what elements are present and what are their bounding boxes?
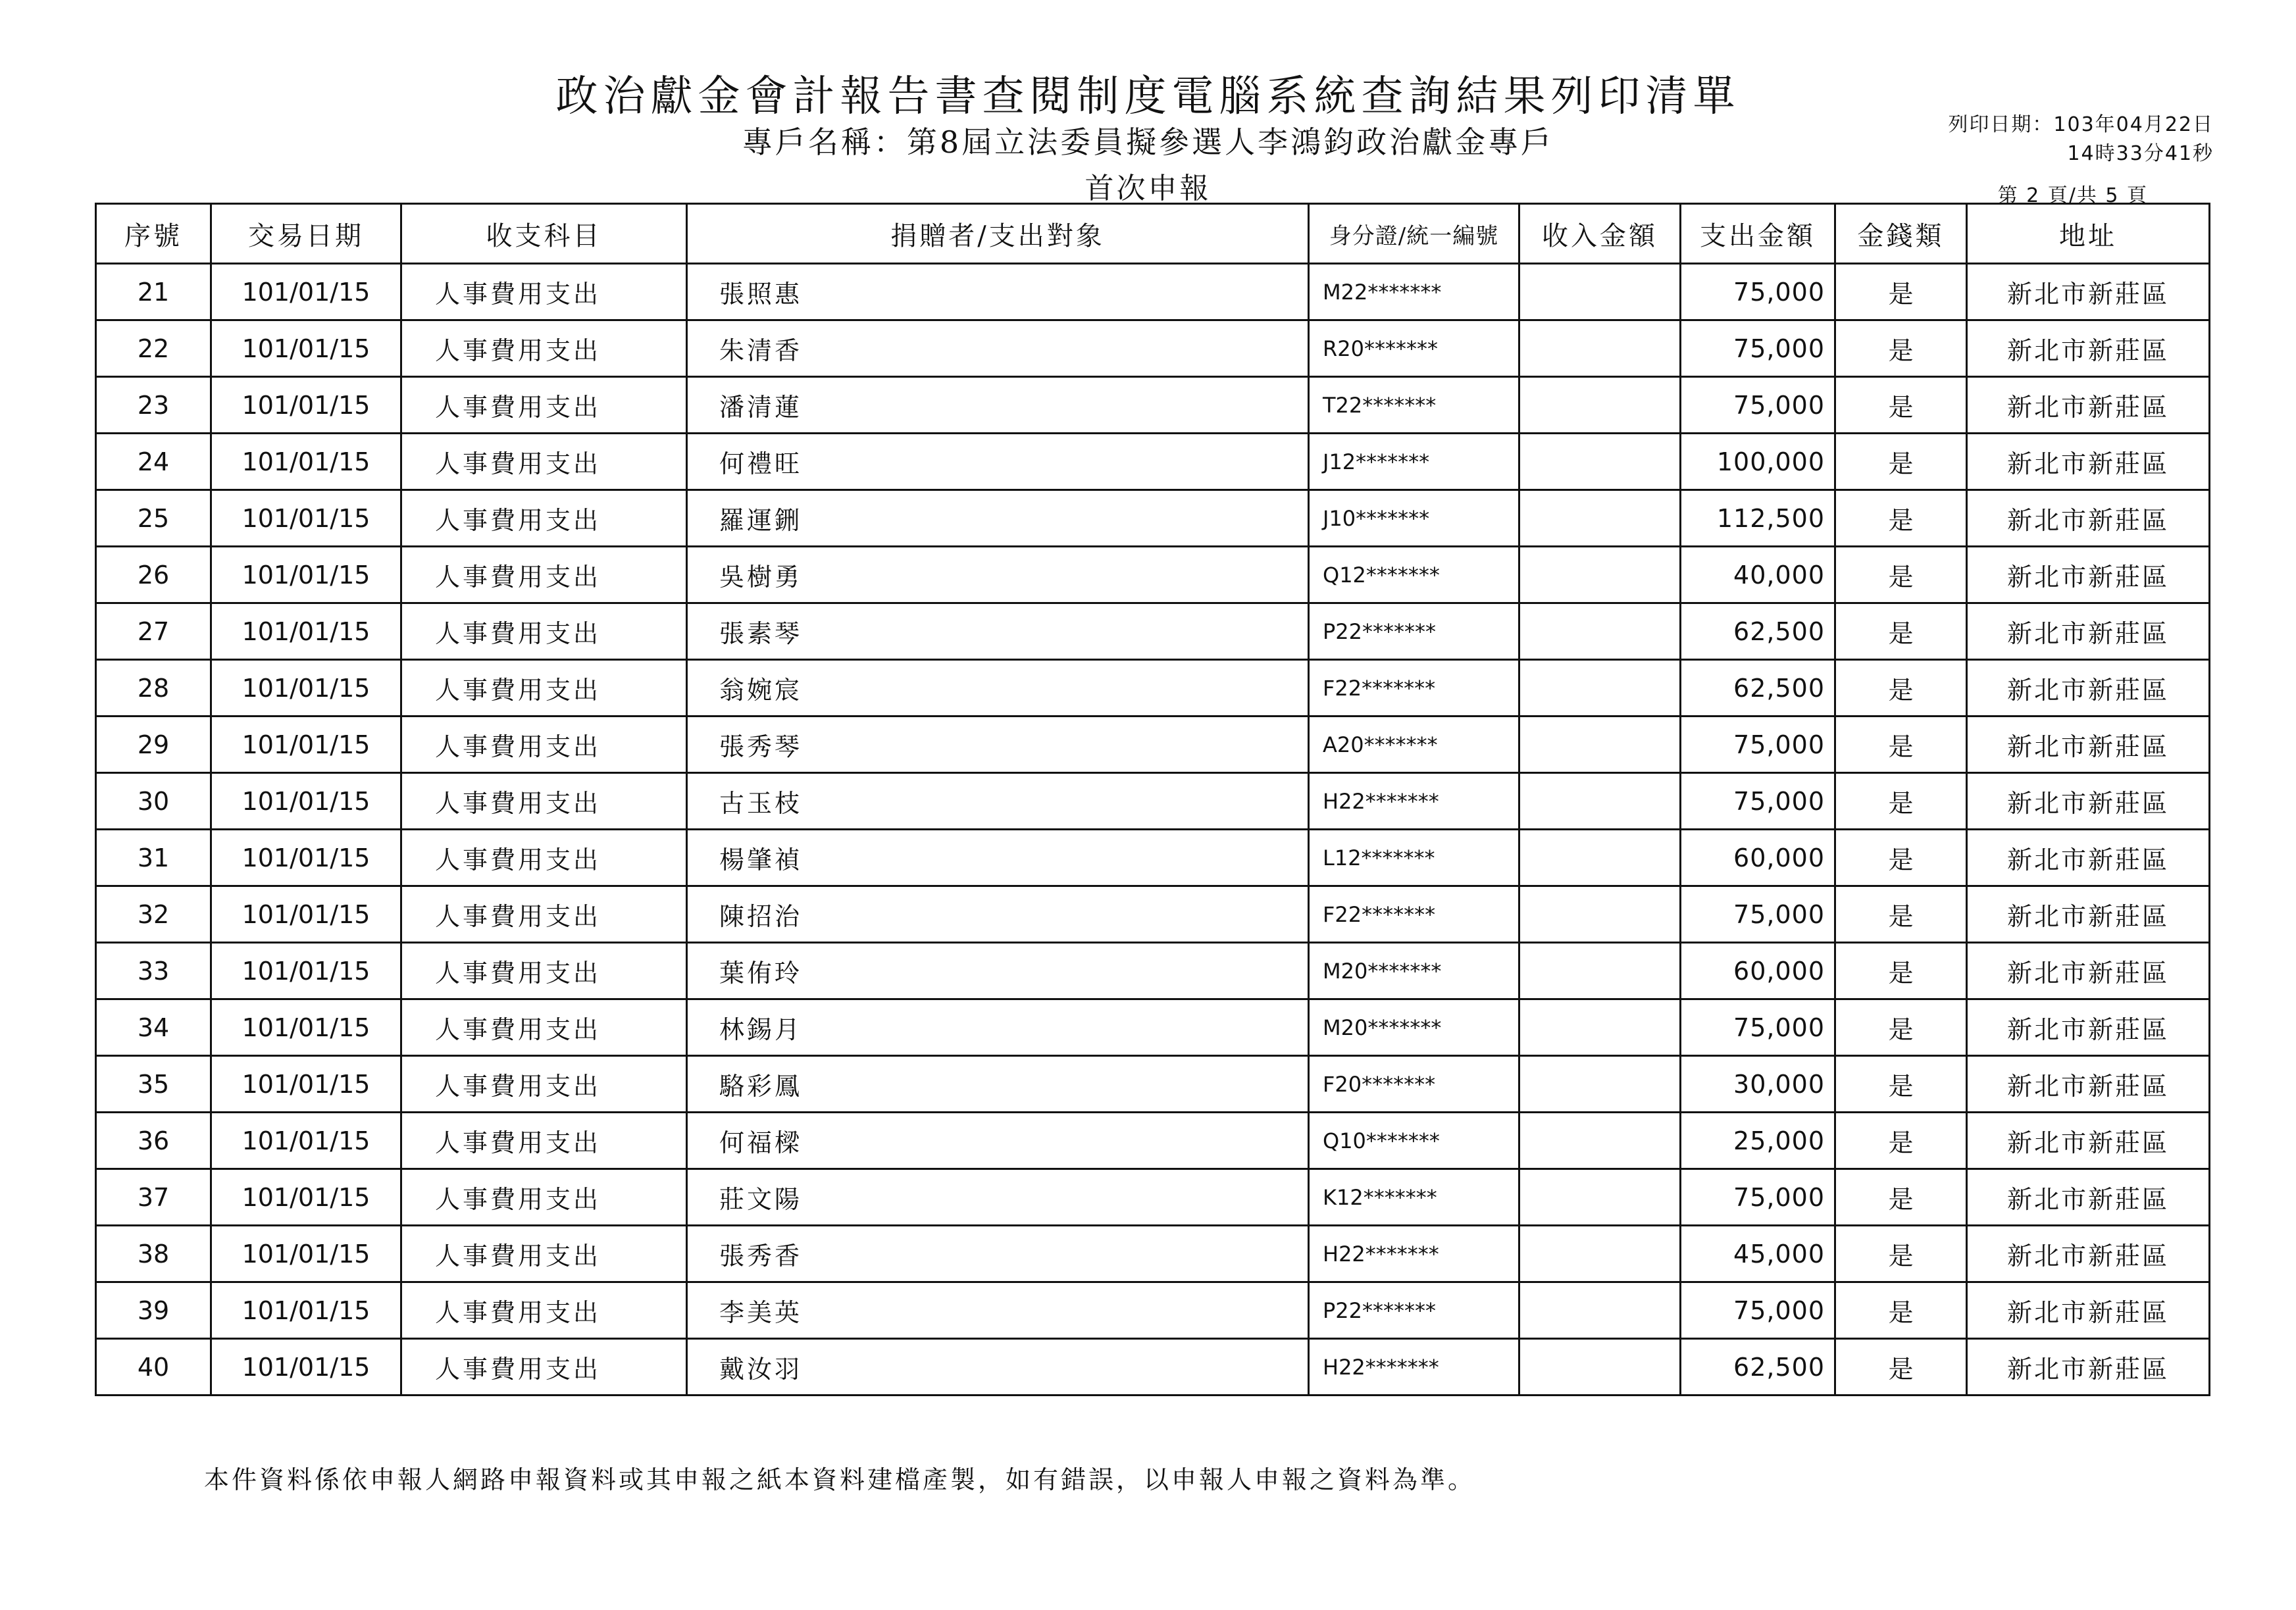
cell-money-type: 是: [1835, 717, 1967, 773]
cell-money-type: 是: [1835, 603, 1967, 660]
cell-expense: 60,000: [1681, 830, 1835, 886]
cell-category: 人事費用支出: [401, 886, 687, 943]
col-header-seq: 序號: [96, 204, 211, 264]
table-row: [96, 377, 2210, 434]
cell-money-type: 是: [1835, 1339, 1967, 1396]
cell-expense: 100,000: [1681, 434, 1835, 490]
cell-seq: 21: [96, 264, 211, 320]
cell-income: [1519, 1056, 1681, 1113]
cell-address: 新北市新莊區: [1967, 999, 2210, 1056]
cell-income: [1519, 660, 1681, 717]
cell-expense: 25,000: [1681, 1113, 1835, 1169]
table-row: [96, 1282, 2210, 1339]
cell-money-type: 是: [1835, 1113, 1967, 1169]
cell-money-type: 是: [1835, 377, 1967, 434]
table-row: [96, 434, 2210, 490]
cell-money-type: 是: [1835, 773, 1967, 830]
cell-address: 新北市新莊區: [1967, 490, 2210, 547]
cell-name: 古玉枝: [687, 773, 1309, 830]
cell-id: P22*******: [1309, 1282, 1519, 1339]
cell-date: 101/01/15: [211, 1113, 401, 1169]
cell-name: 羅運鉶: [687, 490, 1309, 547]
cell-id: M20*******: [1309, 999, 1519, 1056]
table-row: [96, 717, 2210, 773]
print-date: 列印日期：103年04月22日: [1948, 113, 2214, 136]
cell-income: [1519, 1169, 1681, 1226]
table-row: [96, 1169, 2210, 1226]
table-row: [96, 886, 2210, 943]
cell-category: 人事費用支出: [401, 943, 687, 999]
cell-seq: 30: [96, 773, 211, 830]
cell-category: 人事費用支出: [401, 377, 687, 434]
cell-seq: 27: [96, 603, 211, 660]
cell-category: 人事費用支出: [401, 490, 687, 547]
cell-name: 翁婉宸: [687, 660, 1309, 717]
cell-expense: 112,500: [1681, 490, 1835, 547]
cell-money-type: 是: [1835, 320, 1967, 377]
cell-address: 新北市新莊區: [1967, 1056, 2210, 1113]
cell-income: [1519, 377, 1681, 434]
table-row: [96, 1339, 2210, 1396]
cell-seq: 38: [96, 1226, 211, 1282]
cell-category: 人事費用支出: [401, 773, 687, 830]
cell-name: 莊文陽: [687, 1169, 1309, 1226]
page-title: 政治獻金會計報告書查閱制度電腦系統查詢結果列印清單: [555, 72, 1741, 121]
page-indicator: 第 2 頁/共 5 頁: [1997, 184, 2148, 207]
col-header-id: 身分證/統一編號: [1309, 204, 1519, 264]
cell-money-type: 是: [1835, 1282, 1967, 1339]
cell-date: 101/01/15: [211, 1056, 401, 1113]
cell-date: 101/01/15: [211, 264, 401, 320]
cell-income: [1519, 999, 1681, 1056]
cell-expense: 40,000: [1681, 547, 1835, 603]
cell-address: 新北市新莊區: [1967, 434, 2210, 490]
cell-category: 人事費用支出: [401, 320, 687, 377]
cell-id: T22*******: [1309, 377, 1519, 434]
cell-name: 駱彩鳳: [687, 1056, 1309, 1113]
table-row: [96, 264, 2210, 320]
cell-address: 新北市新莊區: [1967, 660, 2210, 717]
cell-income: [1519, 1113, 1681, 1169]
cell-id: J12*******: [1309, 434, 1519, 490]
cell-name: 楊肇禎: [687, 830, 1309, 886]
cell-money-type: 是: [1835, 660, 1967, 717]
cell-money-type: 是: [1835, 943, 1967, 999]
col-header-money-type: 金錢類: [1835, 204, 1967, 264]
col-header-income: 收入金額: [1519, 204, 1681, 264]
table-row: [96, 603, 2210, 660]
cell-category: 人事費用支出: [401, 1169, 687, 1226]
cell-id: J10*******: [1309, 490, 1519, 547]
report-type: 首次申報: [1084, 172, 1212, 205]
cell-expense: 75,000: [1681, 1282, 1835, 1339]
cell-income: [1519, 1339, 1681, 1396]
cell-income: [1519, 943, 1681, 999]
cell-name: 林錫月: [687, 999, 1309, 1056]
table-row: [96, 1056, 2210, 1113]
cell-income: [1519, 886, 1681, 943]
cell-category: 人事費用支出: [401, 264, 687, 320]
cell-address: 新北市新莊區: [1967, 264, 2210, 320]
cell-name: 張照惠: [687, 264, 1309, 320]
cell-date: 101/01/15: [211, 717, 401, 773]
cell-category: 人事費用支出: [401, 1226, 687, 1282]
cell-address: 新北市新莊區: [1967, 1113, 2210, 1169]
cell-seq: 22: [96, 320, 211, 377]
cell-seq: 25: [96, 490, 211, 547]
cell-expense: 75,000: [1681, 1169, 1835, 1226]
cell-name: 葉侑玲: [687, 943, 1309, 999]
cell-money-type: 是: [1835, 830, 1967, 886]
cell-income: [1519, 603, 1681, 660]
cell-name: 潘清蓮: [687, 377, 1309, 434]
cell-income: [1519, 1226, 1681, 1282]
cell-expense: 62,500: [1681, 1339, 1835, 1396]
cell-income: [1519, 717, 1681, 773]
cell-address: 新北市新莊區: [1967, 1339, 2210, 1396]
cell-category: 人事費用支出: [401, 717, 687, 773]
cell-seq: 40: [96, 1339, 211, 1396]
cell-category: 人事費用支出: [401, 660, 687, 717]
cell-id: K12*******: [1309, 1169, 1519, 1226]
cell-expense: 75,000: [1681, 886, 1835, 943]
cell-seq: 39: [96, 1282, 211, 1339]
cell-id: H22*******: [1309, 1226, 1519, 1282]
cell-category: 人事費用支出: [401, 1056, 687, 1113]
cell-seq: 37: [96, 1169, 211, 1226]
cell-address: 新北市新莊區: [1967, 830, 2210, 886]
cell-income: [1519, 434, 1681, 490]
cell-expense: 62,500: [1681, 603, 1835, 660]
table-row: [96, 943, 2210, 999]
cell-category: 人事費用支出: [401, 1339, 687, 1396]
col-header-address: 地址: [1967, 204, 2210, 264]
cell-money-type: 是: [1835, 1056, 1967, 1113]
cell-date: 101/01/15: [211, 377, 401, 434]
cell-expense: 75,000: [1681, 717, 1835, 773]
cell-income: [1519, 1282, 1681, 1339]
cell-id: P22*******: [1309, 603, 1519, 660]
cell-money-type: 是: [1835, 547, 1967, 603]
col-header-category: 收支科目: [401, 204, 687, 264]
cell-date: 101/01/15: [211, 434, 401, 490]
cell-seq: 35: [96, 1056, 211, 1113]
cell-name: 戴汝羽: [687, 1339, 1309, 1396]
table-row: [96, 320, 2210, 377]
cell-category: 人事費用支出: [401, 830, 687, 886]
cell-money-type: 是: [1835, 1169, 1967, 1226]
cell-address: 新北市新莊區: [1967, 773, 2210, 830]
cell-address: 新北市新莊區: [1967, 547, 2210, 603]
cell-date: 101/01/15: [211, 603, 401, 660]
cell-income: [1519, 830, 1681, 886]
cell-seq: 29: [96, 717, 211, 773]
account-name: 專戶名稱：第8屆立法委員擬參選人李鴻鈞政治獻金專戶: [742, 124, 1554, 160]
ledger-table: [95, 203, 2210, 1396]
cell-name: 張秀琴: [687, 717, 1309, 773]
cell-income: [1519, 773, 1681, 830]
col-header-expense: 支出金額: [1681, 204, 1835, 264]
cell-seq: 24: [96, 434, 211, 490]
cell-address: 新北市新莊區: [1967, 1226, 2210, 1282]
cell-income: [1519, 547, 1681, 603]
table-body: [96, 264, 2210, 1396]
cell-address: 新北市新莊區: [1967, 1282, 2210, 1339]
cell-category: 人事費用支出: [401, 1282, 687, 1339]
cell-address: 新北市新莊區: [1967, 886, 2210, 943]
cell-date: 101/01/15: [211, 999, 401, 1056]
cell-date: 101/01/15: [211, 1339, 401, 1396]
cell-id: L12*******: [1309, 830, 1519, 886]
cell-seq: 28: [96, 660, 211, 717]
cell-id: A20*******: [1309, 717, 1519, 773]
print-time: 14時33分41秒: [2067, 142, 2214, 165]
cell-money-type: 是: [1835, 999, 1967, 1056]
cell-date: 101/01/15: [211, 773, 401, 830]
cell-address: 新北市新莊區: [1967, 377, 2210, 434]
cell-name: 李美英: [687, 1282, 1309, 1339]
cell-expense: 45,000: [1681, 1226, 1835, 1282]
cell-id: H22*******: [1309, 773, 1519, 830]
cell-expense: 75,000: [1681, 377, 1835, 434]
table-row: [96, 547, 2210, 603]
cell-expense: 75,000: [1681, 320, 1835, 377]
cell-income: [1519, 320, 1681, 377]
cell-expense: 30,000: [1681, 1056, 1835, 1113]
cell-date: 101/01/15: [211, 1169, 401, 1226]
cell-money-type: 是: [1835, 490, 1967, 547]
cell-date: 101/01/15: [211, 547, 401, 603]
cell-address: 新北市新莊區: [1967, 320, 2210, 377]
cell-seq: 34: [96, 999, 211, 1056]
cell-address: 新北市新莊區: [1967, 717, 2210, 773]
cell-income: [1519, 264, 1681, 320]
footer-note: 本件資料係依申報人網路申報資料或其申報之紙本資料建檔產製，如有錯誤，以申報人申報之資料為準。: [204, 1465, 1476, 1494]
cell-seq: 23: [96, 377, 211, 434]
cell-date: 101/01/15: [211, 660, 401, 717]
cell-category: 人事費用支出: [401, 434, 687, 490]
cell-date: 101/01/15: [211, 490, 401, 547]
cell-category: 人事費用支出: [401, 1113, 687, 1169]
cell-expense: 75,000: [1681, 264, 1835, 320]
cell-income: [1519, 490, 1681, 547]
cell-id: M20*******: [1309, 943, 1519, 999]
cell-money-type: 是: [1835, 1226, 1967, 1282]
cell-category: 人事費用支出: [401, 547, 687, 603]
cell-name: 張秀香: [687, 1226, 1309, 1282]
table-row: [96, 490, 2210, 547]
col-header-name: 捐贈者/支出對象: [687, 204, 1309, 264]
cell-name: 朱清香: [687, 320, 1309, 377]
cell-money-type: 是: [1835, 886, 1967, 943]
table-row: [96, 1226, 2210, 1282]
cell-seq: 26: [96, 547, 211, 603]
col-header-date: 交易日期: [211, 204, 401, 264]
cell-expense: 75,000: [1681, 999, 1835, 1056]
cell-id: R20*******: [1309, 320, 1519, 377]
cell-money-type: 是: [1835, 434, 1967, 490]
table-row: [96, 773, 2210, 830]
cell-expense: 60,000: [1681, 943, 1835, 999]
cell-date: 101/01/15: [211, 1226, 401, 1282]
cell-date: 101/01/15: [211, 320, 401, 377]
table-row: [96, 830, 2210, 886]
cell-money-type: 是: [1835, 264, 1967, 320]
cell-id: Q12*******: [1309, 547, 1519, 603]
cell-seq: 36: [96, 1113, 211, 1169]
cell-id: H22*******: [1309, 1339, 1519, 1396]
cell-date: 101/01/15: [211, 1282, 401, 1339]
cell-name: 張素琴: [687, 603, 1309, 660]
cell-seq: 31: [96, 830, 211, 886]
cell-id: M22*******: [1309, 264, 1519, 320]
cell-seq: 32: [96, 886, 211, 943]
cell-address: 新北市新莊區: [1967, 603, 2210, 660]
cell-category: 人事費用支出: [401, 603, 687, 660]
cell-id: F22*******: [1309, 886, 1519, 943]
cell-address: 新北市新莊區: [1967, 943, 2210, 999]
cell-category: 人事費用支出: [401, 999, 687, 1056]
cell-name: 何禮旺: [687, 434, 1309, 490]
table-row: [96, 660, 2210, 717]
cell-expense: 75,000: [1681, 773, 1835, 830]
cell-expense: 62,500: [1681, 660, 1835, 717]
print-info: [1948, 111, 2214, 168]
cell-id: F20*******: [1309, 1056, 1519, 1113]
cell-id: Q10*******: [1309, 1113, 1519, 1169]
cell-seq: 33: [96, 943, 211, 999]
cell-date: 101/01/15: [211, 830, 401, 886]
cell-name: 陳招治: [687, 886, 1309, 943]
cell-date: 101/01/15: [211, 943, 401, 999]
table-row: [96, 999, 2210, 1056]
cell-id: F22*******: [1309, 660, 1519, 717]
table-row: [96, 1113, 2210, 1169]
cell-name: 何福樑: [687, 1113, 1309, 1169]
table-header-row: [96, 204, 2210, 264]
cell-address: 新北市新莊區: [1967, 1169, 2210, 1226]
cell-date: 101/01/15: [211, 886, 401, 943]
cell-name: 吳樹勇: [687, 547, 1309, 603]
